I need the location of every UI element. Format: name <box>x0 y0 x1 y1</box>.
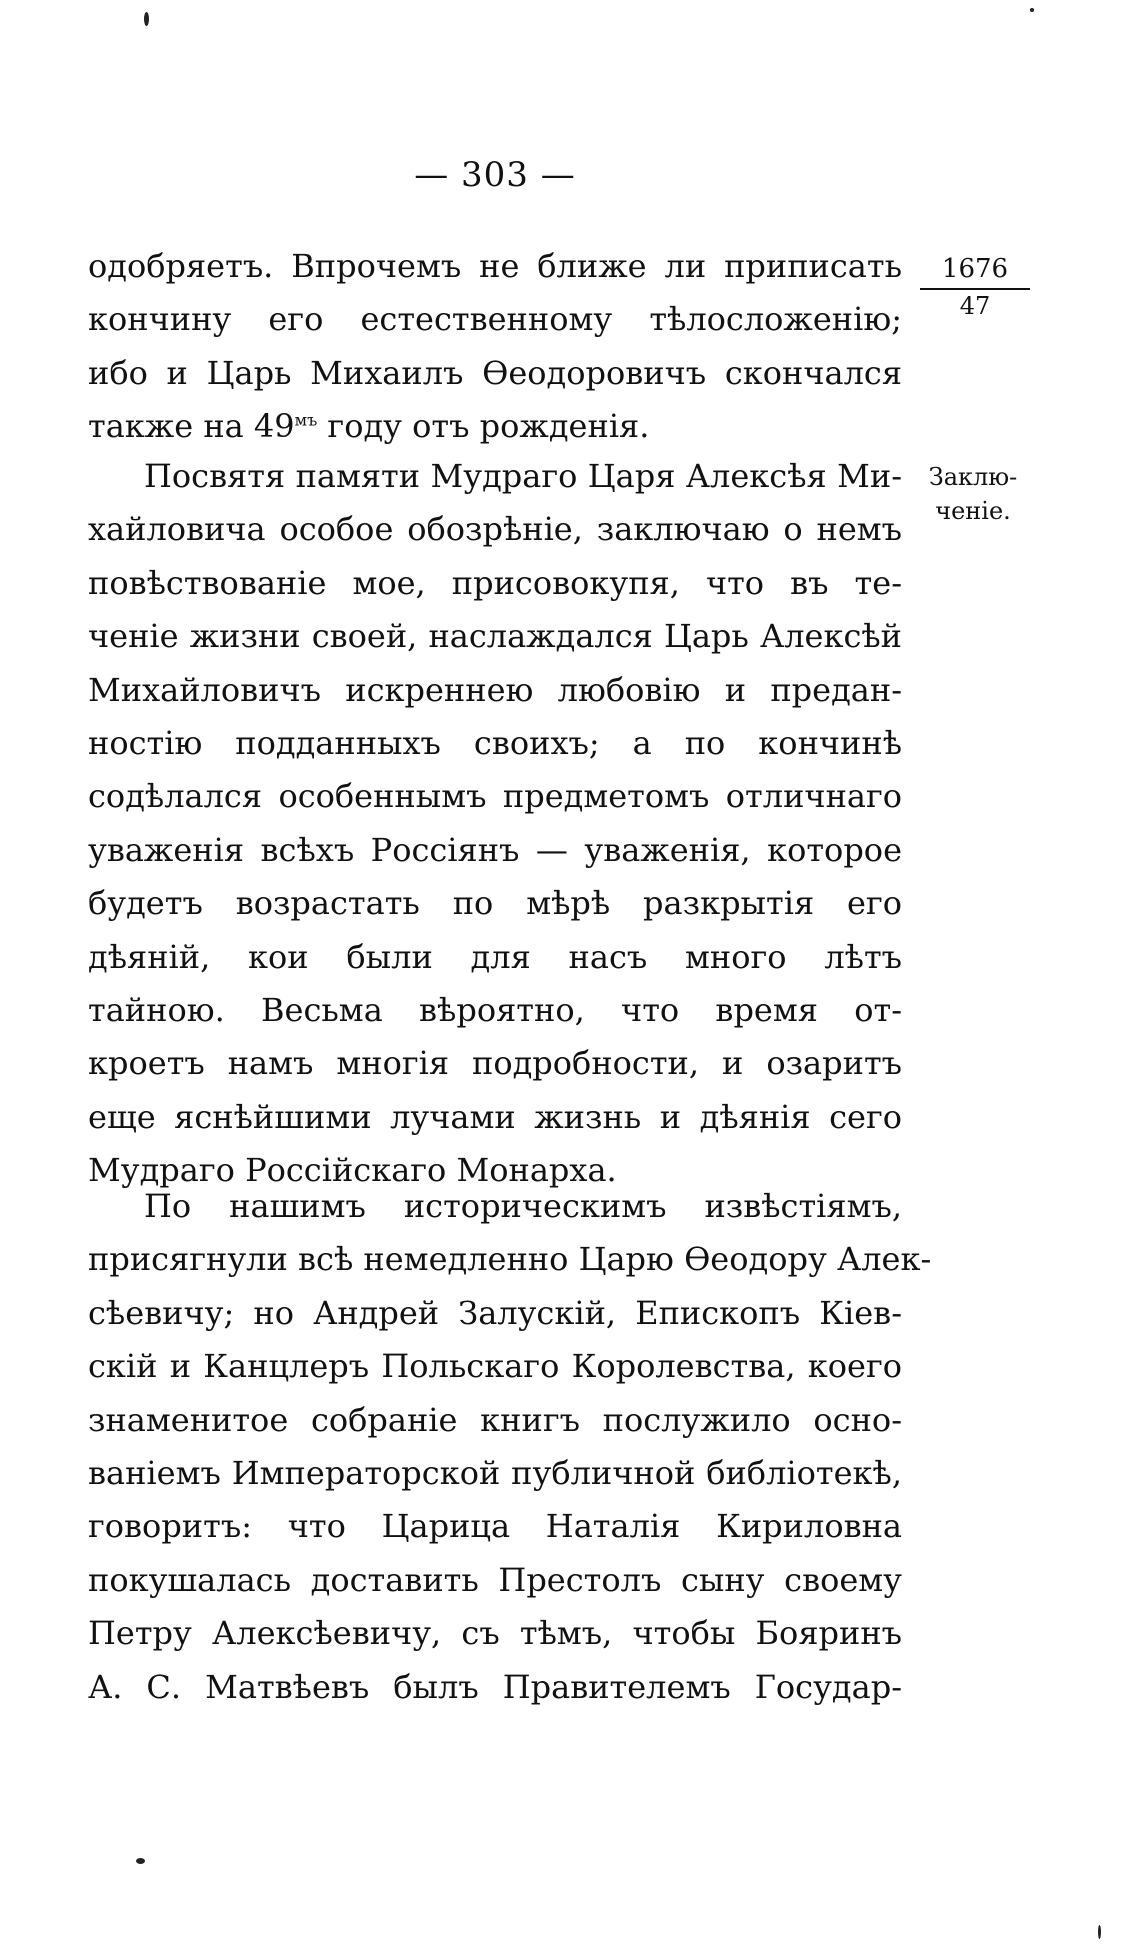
text-line: кончину его естественному тѣлосложенію; <box>88 300 902 339</box>
text-line: Мудраго Россійскаго Монарха. <box>88 1151 617 1190</box>
text-line: уваженія всѣхъ Россіянъ — уваженія, которое <box>88 830 902 869</box>
margin-date-note <box>920 252 1030 322</box>
text-line: По нашимъ историческимъ извѣстіямъ, <box>144 1187 902 1225</box>
text-fragment: году отъ рожденія. <box>327 407 650 446</box>
text-line: одобряетъ. Впрочемъ не ближе ли приписать <box>88 247 902 285</box>
text-line: тайною. Весьма вѣроятно, что время от- <box>88 990 902 1029</box>
text-line: присягнули всѣ немедленно Царю Ѳеодору Алек- <box>88 1240 932 1279</box>
text-line: Михайловичъ искреннею любовію и предан- <box>88 670 902 709</box>
text-line: еще яснѣйшими лучами жизнь и дѣянія сего <box>88 1097 902 1136</box>
margin-topic-note <box>918 460 1028 528</box>
text-fragment: также на 49 <box>88 407 295 446</box>
scan-speck <box>1098 1925 1101 1939</box>
text-line: повѣствованіе мое, присовокупя, что въ те- <box>88 563 902 602</box>
text-line: будетъ возрастать по мѣрѣ разкрытія его <box>88 884 902 923</box>
scan-speck <box>1030 8 1034 12</box>
text-line: сѣевичу; но Андрей Залускій, Епископъ Кіев- <box>88 1293 902 1332</box>
margin-topic-line: ченіе. <box>935 497 1011 525</box>
text-line: знаменитое собраніе книгъ послужило осно- <box>88 1400 902 1439</box>
text-line: покушалась доставить Престолъ сыну своему <box>88 1560 902 1599</box>
text-line: скій и Канцлеръ Польскаго Королевства, коего <box>88 1347 902 1386</box>
text-line: ностію подданныхъ своихъ; а по кончинѣ <box>88 723 902 762</box>
text-line: кроетъ намъ многія подробности, и озаритъ <box>88 1044 902 1083</box>
paragraph-1 <box>88 240 902 454</box>
paragraph-3 <box>88 1180 932 1714</box>
margin-reign-year: 47 <box>959 292 991 320</box>
text-line: дѣяній, кои были для насъ много лѣтъ <box>88 937 902 976</box>
text-line <box>88 400 902 453</box>
text-line: Петру Алексѣевичу, съ тѣмъ, чтобы Бояринъ <box>88 1614 902 1653</box>
text-line: ченіе жизни своей, наслаждался Царь Алексѣй <box>88 617 902 656</box>
text-line: Посвятя памяти Мудраго Царя Алексѣя Ми- <box>144 457 902 495</box>
paragraph-2 <box>88 450 902 1197</box>
superscript: мъ <box>294 410 318 430</box>
text-line: А. С. Матвѣевъ былъ Правителемъ Государ- <box>88 1667 902 1706</box>
text-line: ваніемъ Императорской публичной библіотекѣ, <box>88 1453 902 1492</box>
margin-topic-line: Заклю- <box>928 463 1018 491</box>
text-line: ибо и Царь Михаилъ Ѳеодоровичъ скончался <box>88 353 902 392</box>
scan-speck <box>136 1858 145 1864</box>
margin-year: 1676 <box>920 252 1030 290</box>
page-number: — 303 — <box>414 155 576 195</box>
text-line: говоритъ: что Царица Наталія Кириловна <box>88 1507 902 1546</box>
scan-speck <box>144 12 149 26</box>
text-line: хайловича особое обозрѣніе, заключаю о немъ <box>88 510 902 549</box>
text-line: содѣлался особеннымъ предметомъ отличнаго <box>88 777 902 816</box>
